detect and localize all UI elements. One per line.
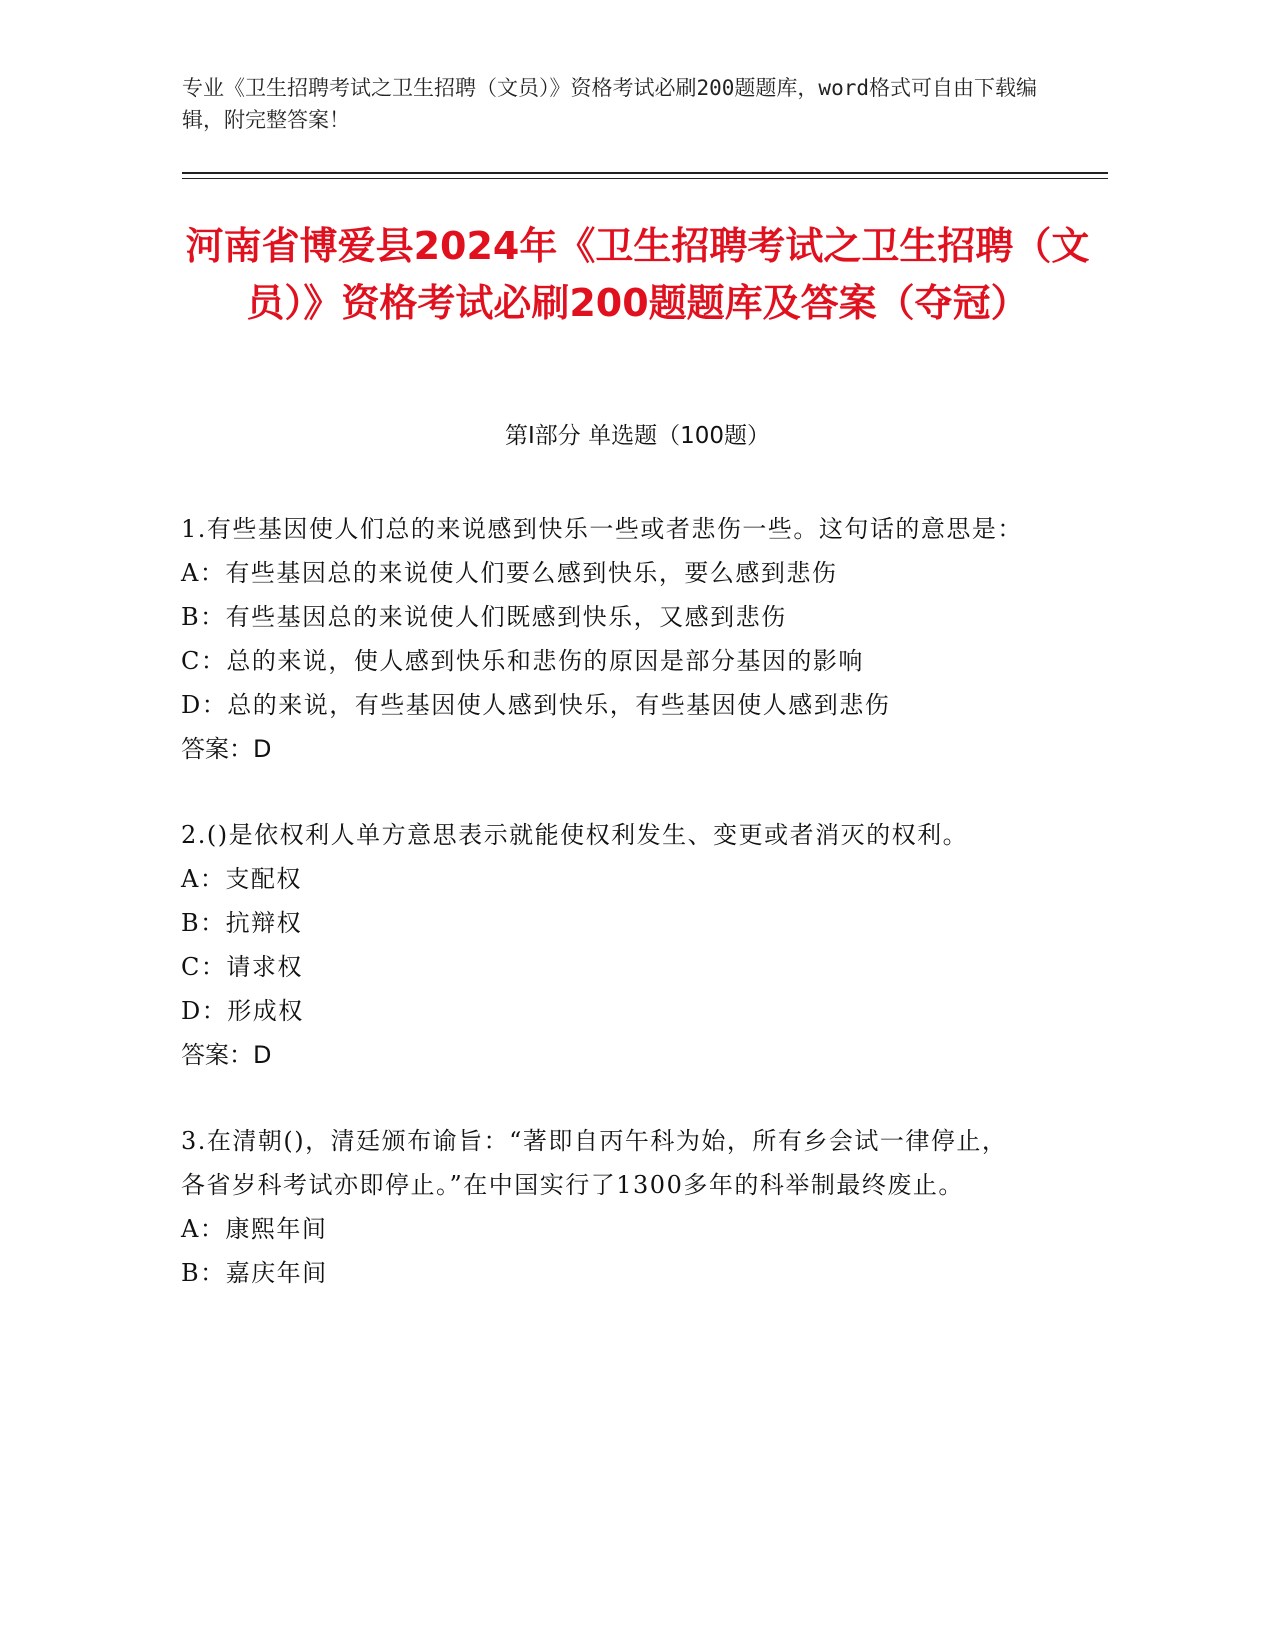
option-d: D：形成权: [181, 997, 304, 1025]
question-stem: 3.在清朝()，清廷颁布谕旨：“著即自丙午科为始，所有乡会试一律停止，各省岁科考试亦即停止。”在中国实行了1300多年的科举制最终废止。: [181, 1127, 1008, 1199]
answer: 答案：D: [181, 735, 272, 763]
header-divider: [182, 172, 1108, 174]
question-2: [181, 813, 1031, 1077]
question-1: [181, 507, 1031, 771]
question-list: [181, 507, 1031, 1337]
option-a: A：有些基因总的来说使人们要么感到快乐，要么感到悲伤: [181, 559, 838, 587]
option-b: B：有些基因总的来说使人们既感到快乐，又感到悲伤: [181, 603, 787, 631]
document-title: 河南省博爱县2024年《卫生招聘考试之卫生招聘（文员）》资格考试必刷200题题库及答案（夺冠）: [185, 224, 1090, 325]
question-stem: 1.有些基因使人们总的来说感到快乐一些或者悲伤一些。这句话的意思是：: [181, 515, 1023, 543]
header-divider-thin: [182, 178, 1108, 179]
answer: 答案：D: [181, 1041, 272, 1069]
section-heading: 第Ⅰ部分 单选题（100题）: [505, 423, 770, 449]
header-note: 专业《卫生招聘考试之卫生招聘（文员）》资格考试必刷200题题库，word格式可自由下载编辑，附完整答案！: [182, 76, 1037, 132]
option-d: D：总的来说，有些基因使人感到快乐，有些基因使人感到悲伤: [181, 691, 891, 719]
option-a: A：康熙年间: [181, 1215, 328, 1243]
option-a: A：支配权: [181, 865, 302, 893]
option-b: B：抗辩权: [181, 909, 303, 937]
option-c: C：总的来说，使人感到快乐和悲伤的原因是部分基因的影响: [181, 647, 864, 675]
question-stem: 2.()是依权利人单方意思表示就能使权利发生、变更或者消灭的权利。: [181, 821, 969, 849]
question-3: [181, 1119, 1031, 1295]
option-c: C：请求权: [181, 953, 303, 981]
option-b: B：嘉庆年间: [181, 1259, 328, 1287]
